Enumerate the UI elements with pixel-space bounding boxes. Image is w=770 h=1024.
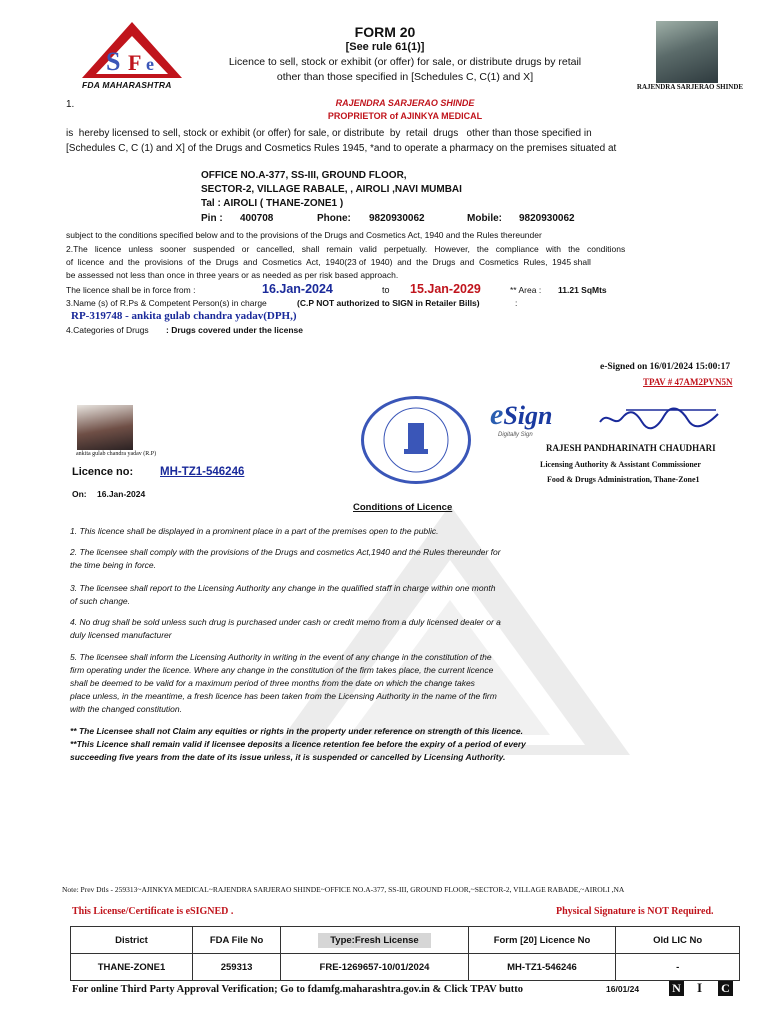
condition-3b: of such change. [70, 596, 131, 606]
from-date: 16.Jan-2024 [262, 282, 333, 296]
area-value: 11.21 SqMts [558, 285, 607, 295]
item3-note: (C.P NOT authorized to SIGN in Retailer Bills) [297, 298, 480, 308]
condition-2b: the time being in force. [70, 560, 156, 570]
address-line-3: Tal : AIROLI ( THANE-ZONE1 ) [201, 198, 344, 209]
conditions-title: Conditions of Licence [353, 502, 453, 513]
licensee-photo [656, 21, 718, 83]
address-line-2: SECTOR-2, VILLAGE RABALE, , AIROLI ,NAVI MUMBAI [201, 184, 462, 195]
licence-on-value: 16.Jan-2024 [97, 489, 146, 499]
condition-4a: 4. No drug shall be sold unless such drug is purchased under cash or credit memo from a duly licensed dealer or a [70, 617, 501, 627]
table-cell: FRE-1269657-10/01/2024 [281, 954, 468, 981]
table-header-cell: District [71, 927, 193, 954]
table-row [71, 954, 740, 981]
item3-colon: : [515, 298, 518, 308]
esign-logo [490, 398, 552, 432]
licence-no-value: MH-TZ1-546246 [160, 466, 245, 478]
table-header-cell: Form [20] Licence No [468, 927, 616, 954]
note-retention-b: succeeding five years from the date of its issue unless, it is suspended or cancelled by Licensing Authority. [70, 752, 506, 762]
footer-note: Note: Prev Dtls - 259313~AJINKYA MEDICAL~RAJENDRA SARJERAO SHINDE~OFFICE NO.A-377, SS-III, GROUND FLOOR,~SECTOR-2, VILLAGE RABADE,~AIROLI ,NA [62, 885, 625, 894]
esign-e-icon: e [490, 398, 504, 431]
rp-name: RP-319748 - ankita gulab chandra yadav(DPH,) [71, 310, 297, 322]
para2-line-2: of licence and the provisions of the Drugs and Cosmetics Act, 1940(23 of 1940) and the Drugs and Cosmetics Rules, 1945 shall [66, 257, 591, 267]
tpav-link[interactable]: TPAV # 47AM2PVN5N [643, 377, 733, 387]
rp-photo-caption: ankita gulab chandra yadav (R.P) [76, 451, 157, 457]
item4-label: 4.Categories of Drugs [66, 325, 149, 335]
government-seal [361, 396, 471, 484]
to-date: 15.Jan-2029 [410, 282, 481, 296]
condition-5e: with the changed constitution. [70, 704, 182, 714]
esigned-on: e-Signed on 16/01/2024 15:00:17 [600, 362, 731, 372]
mobile-label: Mobile: [467, 213, 502, 224]
verification-line: For online Third Party Approval Verification; Go to fdamfg.maharashtra.gov.in & Click TPAV butto [72, 984, 524, 995]
phone-value: 9820930062 [369, 213, 425, 224]
para2-line-3: be assessed not less than once in three years or as needed as per risk based approach. [66, 270, 399, 280]
condition-5b: firm operating under the licence. Where any change in the constitution of the firm takes place, the current licence [70, 665, 494, 675]
phone-label: Phone: [317, 213, 351, 224]
para2-line-1: 2.The licence unless sooner suspended or cancelled, shall remain valid perpetually. However, the compliance with the conditions [66, 244, 626, 254]
item4-value: : Drugs covered under the license [166, 325, 303, 335]
esign-word: Sign [503, 401, 553, 430]
condition-5c: shall be deemed to be valid for a maximum period of three months from the date on which the change takes [70, 678, 475, 688]
table-cell: 259313 [192, 954, 280, 981]
rule-reference: [See rule 61(1)] [345, 41, 425, 53]
table-cell: - [616, 954, 740, 981]
condition-3a: 3. The licensee shall report to the Licensing Authority any change in the qualified staff in charge within one month [70, 583, 496, 593]
svg-text:S: S [106, 47, 121, 76]
condition-5d: place unless, in the meantime, a fresh licence has been taken from the Licensing Authority in the name of the firm [70, 691, 497, 701]
signatory-office: Food & Drugs Administration, Thane-Zone1 [547, 475, 700, 484]
subtitle-line-2: other than those specified in [Schedules C, C(1) and X] [276, 71, 534, 83]
intro-line-2: [Schedules C, C (1) and X] of the Drugs and Cosmetics Rules 1945, *and to operate a pharmacy on the premises situated at [66, 143, 617, 154]
note-retention-a: **This Licence shall remain valid if licensee deposits a licence retention fee before the expiry of a period of every [70, 739, 526, 749]
condition-2a: 2. The licensee shall comply with the provisions of the Drugs and cosmetics Act,1940 and the Rules thereunder for [70, 547, 501, 557]
logo-text: FDA MAHARASHTRA [82, 80, 172, 90]
footer-letter-c: C [718, 981, 733, 996]
signatory-name: RAJESH PANDHARINATH CHAUDHARI [546, 443, 716, 453]
condition-1: 1. This licence shall be displayed in a prominent place in a part of the premises open to the public. [70, 526, 439, 536]
signatory-role: Licensing Authority & Assistant Commissioner [540, 460, 701, 469]
proprietor-line: PROPRIETOR of AJINKYA MEDICAL [327, 111, 483, 121]
condition-4b: duly licensed manufacturer [70, 630, 172, 640]
emblem-icon [364, 399, 468, 481]
handwritten-signature [596, 404, 726, 438]
table-header-cell [281, 927, 468, 954]
item3-label: 3.Name (s) of R.Ps & Competent Person(s) in charge [66, 298, 267, 308]
table-cell: THANE-ZONE1 [71, 954, 193, 981]
footer-letter-i: I [697, 980, 703, 995]
to-label: to [382, 285, 390, 295]
esign-sub: Digitally Sign [498, 432, 533, 438]
licence-no-label: Licence no: [72, 466, 134, 478]
table-header-cell: FDA File No [192, 927, 280, 954]
condition-5a: 5. The licensee shall inform the Licensing Authority in writing in the event of any change in the constitution of the [70, 652, 492, 662]
table-header-row [71, 927, 740, 954]
photo-caption: RAJENDRA SARJERAO SHINDE [636, 83, 744, 91]
physical-signature-notice: Physical Signature is NOT Required. [556, 906, 714, 917]
licensee-name: RAJENDRA SARJERAO SHINDE [335, 98, 475, 108]
licence-on-label: On: [72, 489, 87, 499]
note-equities: ** The Licensee shall not Claim any equities or rights in the property under reference on strength of this licence. [70, 726, 523, 736]
pin-value: 400708 [240, 213, 274, 224]
footer-date: 16/01/24 [606, 984, 640, 994]
svg-text:e: e [146, 54, 154, 74]
mobile-value: 9820930062 [519, 213, 575, 224]
conditions-line: subject to the conditions specified below and to the provisions of the Drugs and Cosmetics Act, 1940 and the Rules thereunder [66, 230, 542, 240]
form-title: FORM 20 [354, 24, 416, 40]
esigned-notice: This License/Certificate is eSIGNED . [72, 906, 234, 917]
area-label: ** Area : [510, 285, 542, 295]
type-badge: Type:Fresh License [318, 933, 431, 948]
licence-details-table [70, 926, 740, 981]
table-header-cell: Old LIC No [616, 927, 740, 954]
svg-text:F: F [128, 50, 142, 75]
rp-photo [77, 405, 133, 450]
table-cell: MH-TZ1-546246 [468, 954, 616, 981]
subtitle-line-1: Licence to sell, stock or exhibit (or offer) for sale, or distribute drugs by retail [228, 56, 582, 68]
intro-line-1: is hereby licensed to sell, stock or exhibit (or offer) for sale, or distribute by retail drugs other than those specified in [66, 128, 592, 139]
item-number: 1. [66, 99, 75, 110]
fda-watermark-logo [265, 500, 635, 760]
address-line-1: OFFICE NO.A-377, SS-III, GROUND FLOOR, [201, 170, 407, 181]
force-label: The licence shall be in force from : [66, 285, 196, 295]
footer-letter-n: N [669, 981, 684, 996]
pin-label: Pin : [201, 213, 223, 224]
